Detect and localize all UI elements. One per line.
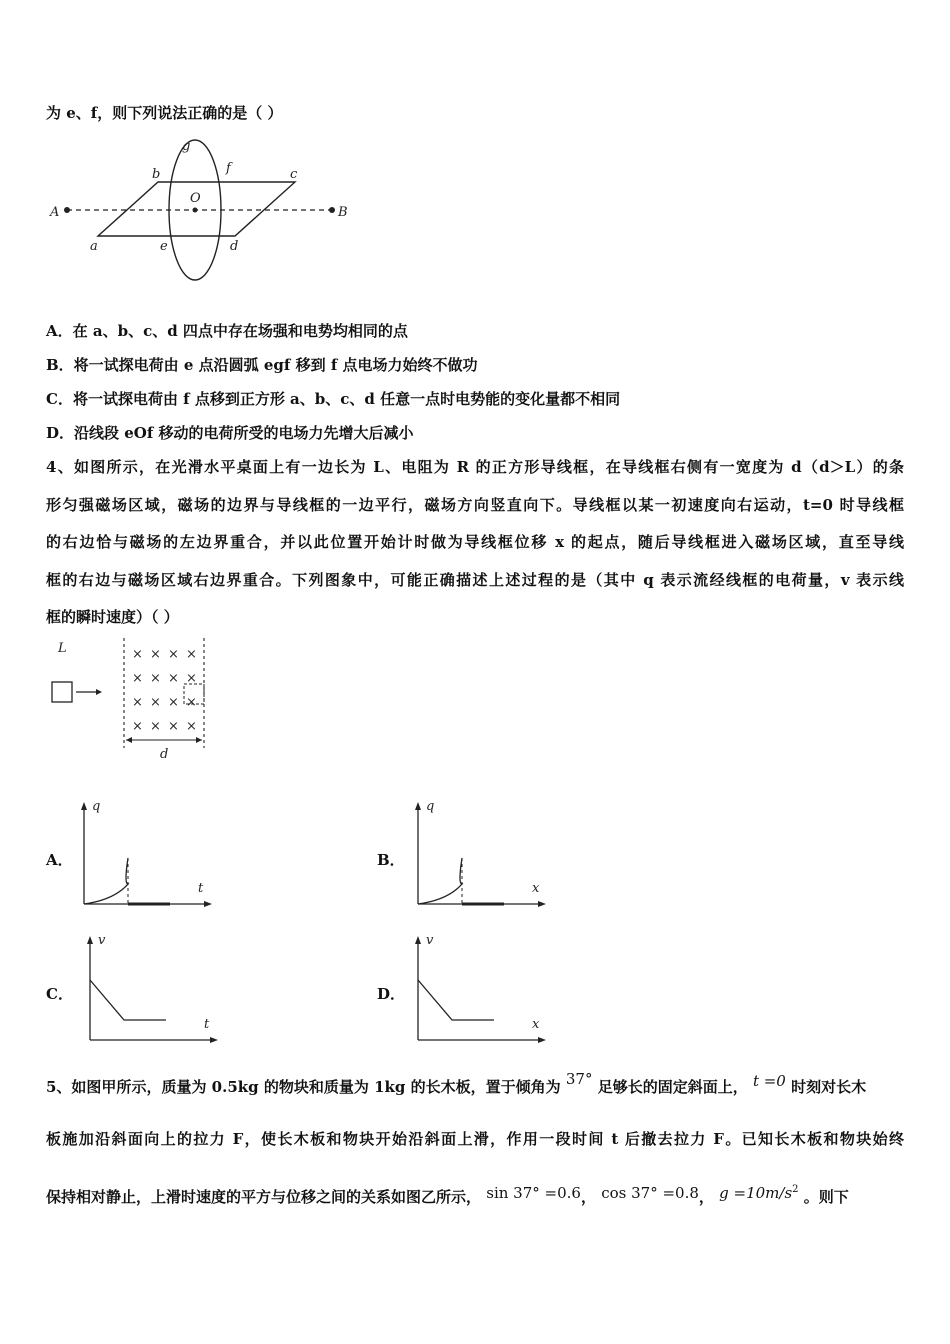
label-A: A bbox=[50, 205, 60, 220]
cross: × bbox=[150, 647, 161, 662]
label-d: d bbox=[160, 747, 169, 762]
cross: × bbox=[150, 695, 161, 710]
q5-t0: t =0 bbox=[752, 1072, 786, 1090]
q5-cos: cos 37° =0.8 bbox=[601, 1184, 699, 1202]
q4-option-d-label: D． bbox=[377, 985, 406, 1003]
label-O: O bbox=[190, 191, 201, 206]
q5-sin: sin 37° =0.6 bbox=[486, 1184, 581, 1202]
q3-option-c: C．将一试探电荷由 f 点移到正方形 a、b、c、d 任意一点时电势能的变化量都不相同 bbox=[46, 390, 621, 408]
q3-option-b: B．将一试探电荷由 e 点沿圆弧 egf 移到 f 点电场力始终不做功 bbox=[46, 356, 478, 374]
graph-c-y-label: v bbox=[98, 933, 106, 948]
q4-option-b-label: B． bbox=[377, 851, 405, 869]
q5-text-1b: 足够长的固定斜面上， bbox=[597, 1078, 748, 1096]
cross: × bbox=[186, 671, 197, 686]
cross: × bbox=[150, 671, 161, 686]
cross: × bbox=[168, 647, 179, 662]
graph-a-x-label: t bbox=[198, 881, 204, 896]
q4-graph-b bbox=[412, 796, 552, 912]
graph-d-y-label: v bbox=[426, 933, 434, 948]
graph-a-y-label: q bbox=[92, 799, 101, 814]
label-d: d bbox=[230, 239, 239, 254]
q4-line-4: 框的右边与磁场区域右边界重合。下列图象中，可能正确描述上述过程的是（其中 q 表示流经线框的电荷量，v 表示线 bbox=[46, 571, 904, 589]
q4-graph-c bbox=[84, 928, 224, 1046]
label-f: f bbox=[226, 161, 231, 176]
q4-option-a-label: A． bbox=[46, 851, 73, 869]
cross: × bbox=[186, 695, 197, 710]
graph-d-x-label: x bbox=[532, 1017, 540, 1032]
cross: × bbox=[132, 719, 143, 734]
label-c: c bbox=[290, 167, 298, 182]
q5-g bbox=[719, 1184, 798, 1202]
label-B: B bbox=[338, 205, 348, 220]
q4-line-5: 框的瞬时速度）（ ） bbox=[46, 608, 179, 626]
cross: × bbox=[132, 671, 143, 686]
q4-figure bbox=[46, 636, 216, 764]
cross: × bbox=[168, 719, 179, 734]
label-L: L bbox=[58, 641, 67, 656]
q3-figure bbox=[40, 132, 370, 292]
cross: × bbox=[186, 719, 197, 734]
q4-graph-d bbox=[412, 928, 552, 1046]
q4-graph-a bbox=[78, 796, 218, 912]
cross: × bbox=[150, 719, 161, 734]
cross: × bbox=[168, 671, 179, 686]
label-b: b bbox=[152, 167, 161, 182]
cross: × bbox=[168, 695, 179, 710]
q5-g-value: g =10m/s bbox=[719, 1184, 793, 1202]
cross: × bbox=[132, 647, 143, 662]
cross: × bbox=[132, 695, 143, 710]
cross: × bbox=[186, 647, 197, 662]
q5-sep-1: ， bbox=[580, 1188, 596, 1206]
q5-angle: 37° bbox=[565, 1070, 593, 1088]
q4-option-c-label: C． bbox=[46, 985, 73, 1003]
q3-option-d: D．沿线段 eOf 移动的电荷所受的电场力先增大后减小 bbox=[46, 424, 414, 442]
q4-line-3: 的右边恰与磁场的左边界重合，并以此位置开始计时做为导线框位移 x 的起点，随后导线框进入磁场区域，直至导线 bbox=[46, 533, 904, 551]
q5-sep-2: ， bbox=[698, 1188, 714, 1206]
intro-line: 为 e、f，则下列说法正确的是（ ） bbox=[46, 104, 283, 122]
q5-line-3 bbox=[46, 1186, 849, 1207]
q5-text-3a: 保持相对静止，上滑时速度的平方与位移之间的关系如图乙所示， bbox=[46, 1188, 482, 1206]
graph-c-x-label: t bbox=[204, 1017, 210, 1032]
label-a: a bbox=[90, 239, 98, 254]
graph-b-x-label: x bbox=[532, 881, 540, 896]
q3-option-a: A．在 a、b、c、d 四点中存在场强和电势均相同的点 bbox=[46, 322, 408, 340]
q5-line-1 bbox=[46, 1070, 867, 1097]
label-e: e bbox=[160, 239, 168, 254]
q5-g-exponent: 2 bbox=[792, 1184, 799, 1195]
q4-line-1: 4、如图所示，在光滑水平桌面上有一边长为 L、电阻为 R 的正方形导线框，在导线框右侧有一宽度为 d（d＞L）的条 bbox=[46, 458, 904, 476]
graph-b-y-label: q bbox=[426, 799, 435, 814]
label-g: g bbox=[182, 139, 191, 154]
q5-line-2: 板施加沿斜面向上的拉力 F，使长木板和物块开始沿斜面上滑，作用一段时间 t 后撤去拉力 F。已知长木板和物块始终 bbox=[46, 1130, 904, 1148]
q5-text-1c: 时刻对长木 bbox=[791, 1078, 867, 1096]
q5-text-3b: 。则下 bbox=[803, 1188, 849, 1206]
q4-line-2: 形匀强磁场区域，磁场的边界与导线框的一边平行，磁场方向竖直向下。导线框以某一初速度向右运动，t=0 时导线框 bbox=[46, 496, 904, 514]
q5-text-1a: 5、如图甲所示，质量为 0.5kg 的物块和质量为 1kg 的长木板，置于倾角为 bbox=[46, 1078, 561, 1096]
